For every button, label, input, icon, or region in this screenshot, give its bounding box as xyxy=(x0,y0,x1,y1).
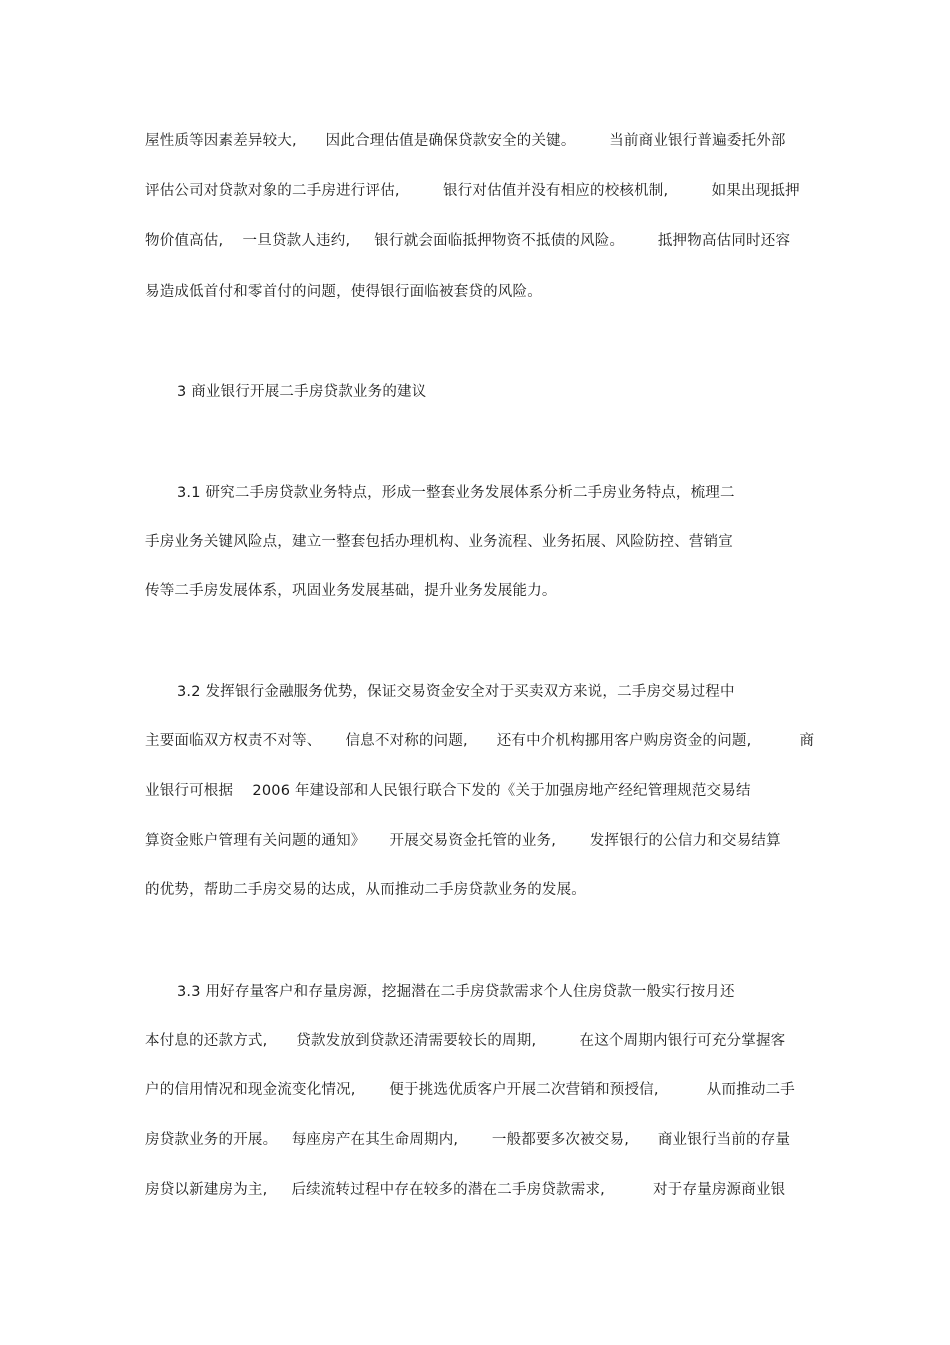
paragraph-1-line-2: 评估公司对贷款对象的二手房进行评估, 银行对估值并没有相应的校核机制, 如果出现抵押 xyxy=(145,183,800,199)
section-heading: 3 商业银行开展二手房贷款业务的建议 xyxy=(177,384,427,400)
paragraph-3-2-line-5: 的优势，帮助二手房交易的达成，从而推动二手房贷款业务的发展。 xyxy=(145,882,586,898)
paragraph-3-3-line-2: 本付息的还款方式, 贷款发放到贷款还清需要较长的周期, 在这个周期内银行可充分掌握客 xyxy=(145,1033,786,1049)
paragraph-3-1-line-1: 3.1 研究二手房贷款业务特点，形成一整套业务发展体系分析二手房业务特点，梳理二 xyxy=(177,485,735,501)
paragraph-1-line-1: 屋性质等因素差异较大, 因此合理估值是确保贷款安全的关键。 当前商业银行普遍委托外部 xyxy=(145,133,786,149)
paragraph-1-line-3: 物价值高估, 一旦贷款人违约, 银行就会面临抵押物资不抵债的风险。 抵押物高估同时还容 xyxy=(145,233,791,249)
paragraph-3-3-line-5: 房贷以新建房为主, 后续流转过程中存在较多的潜在二手房贷款需求, 对于存量房源商业银 xyxy=(145,1182,786,1198)
paragraph-3-2-line-3: 业银行可根据 2006 年建设部和人民银行联合下发的《关于加强房地产经纪管理规范交易结 xyxy=(145,783,751,799)
paragraph-1-line-4: 易造成低首付和零首付的问题，使得银行面临被套贷的风险。 xyxy=(145,284,542,300)
paragraph-3-2-line-1: 3.2 发挥银行金融服务优势，保证交易资金安全对于买卖双方来说，二手房交易过程中 xyxy=(177,684,735,700)
paragraph-3-2-line-4: 算资金账户管理有关问题的通知》 开展交易资金托管的业务, 发挥银行的公信力和交易结算 xyxy=(145,833,781,849)
paragraph-3-1-line-3: 传等二手房发展体系，巩固业务发展基础，提升业务发展能力。 xyxy=(145,583,557,599)
paragraph-3-3-line-1: 3.3 用好存量客户和存量房源，挖掘潜在二手房贷款需求个人住房贷款一般实行按月还 xyxy=(177,984,735,1000)
paragraph-3-1-line-2: 手房业务关键风险点，建立一整套包括办理机构、业务流程、业务拓展、风险防控、营销宣 xyxy=(145,534,733,550)
paragraph-3-3-line-4: 房贷款业务的开展。 每座房产在其生命周期内, 一般都要多次被交易, 商业银行当前的存量 xyxy=(145,1132,791,1148)
paragraph-3-2-line-2: 主要面临双方权责不对等、 信息不对称的问题, 还有中介机构挪用客户购房资金的问题, 商 xyxy=(145,733,815,749)
paragraph-3-3-line-3: 户的信用情况和现金流变化情况, 便于挑选优质客户开展二次营销和预授信, 从而推动二手 xyxy=(145,1082,795,1098)
